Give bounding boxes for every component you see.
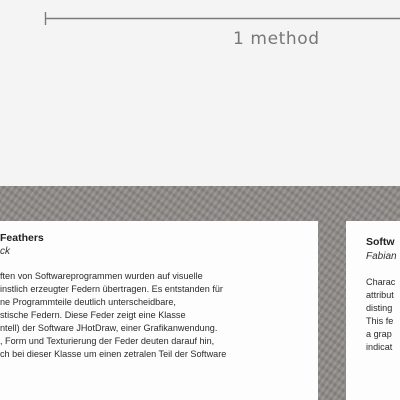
scale-bar — [0, 0, 400, 80]
card-text-line: a grap — [366, 329, 392, 339]
card-text-line: ne Programmteile deutlich unterscheidbare, — [0, 297, 176, 307]
card-text-line: , Form und Texturierung der Feder deuten darauf hin, — [0, 336, 215, 346]
card-text-line: This fe — [366, 316, 394, 326]
card-text-line: instlich erzeugter Federn übertragen. Es entstanden für — [0, 284, 223, 294]
card-text-line: Charac — [366, 277, 396, 287]
card-text-line: ch bei dieser Klasse um einen zetralen Teil der Software — [0, 349, 227, 359]
card-text-line: ften von Softwareprogrammen wurden auf visuelle — [0, 271, 203, 281]
card-author: ck — [0, 246, 10, 257]
card-text-line: attribut — [366, 290, 394, 300]
exhibit-card-software — [346, 221, 400, 400]
exhibit-card-feathers — [0, 221, 318, 400]
card-text-line: ntell) der Software JHotDraw, einer Grafikanwendung. — [0, 323, 218, 333]
card-text-line: stische Federn. Diese Feder zeigt eine Klasse — [0, 310, 186, 320]
scale-bar-line — [0, 0, 400, 40]
card-text-line: indicat — [366, 342, 393, 352]
card-title: Softw — [366, 236, 395, 248]
card-author: Fabian — [366, 251, 397, 262]
card-text-line: disting — [366, 303, 393, 313]
card-title: Feathers — [0, 232, 44, 244]
scale-bar-label: 1 method — [233, 29, 320, 49]
